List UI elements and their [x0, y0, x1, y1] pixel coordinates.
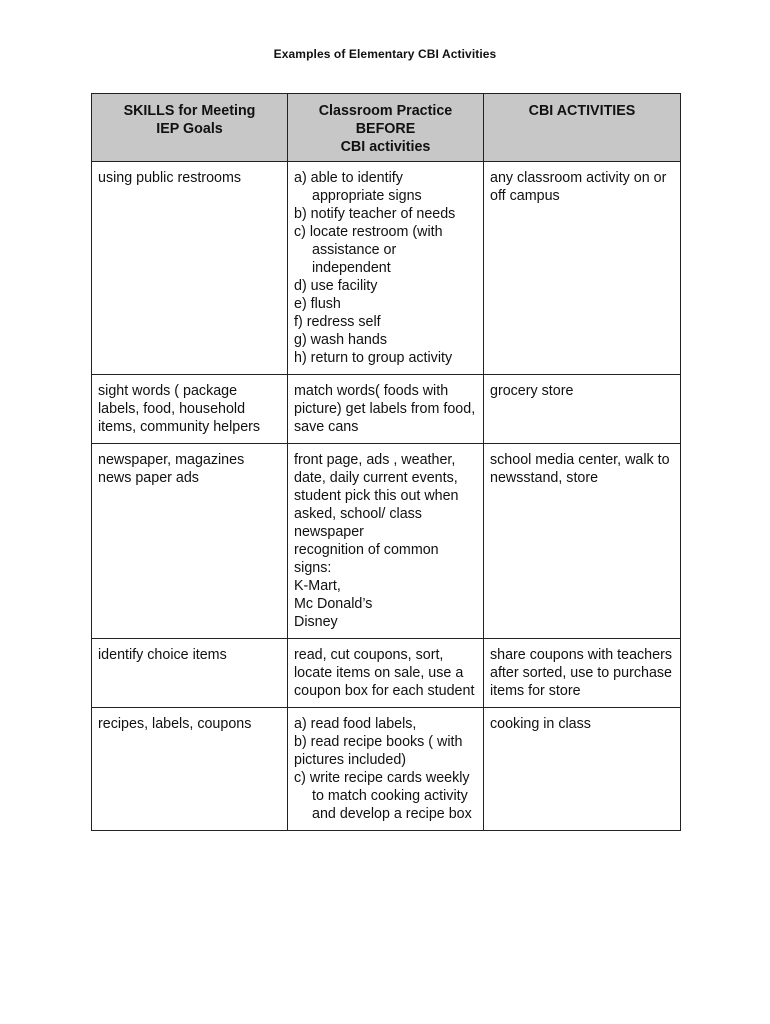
table-row: [92, 708, 681, 831]
cell-text: K-Mart,: [294, 578, 341, 594]
header-cbi-activities: [484, 94, 681, 162]
header-text: CBI activities: [340, 139, 431, 155]
skill-cell: [92, 708, 288, 831]
skill-cell: [92, 444, 288, 639]
list-item: c) locate restroom (with assistance or independent: [294, 224, 443, 276]
practice-cell: [288, 162, 484, 375]
cell-text: identify choice items: [98, 647, 227, 663]
table-header-row: [92, 94, 681, 162]
cell-text: news paper ads: [98, 470, 199, 486]
cell-text: cooking in class: [490, 716, 591, 732]
table-row: [92, 162, 681, 375]
activities-cell: [484, 375, 681, 444]
list-item: d) use facility: [294, 278, 378, 294]
practice-cell: [288, 444, 484, 639]
document-title: Examples of Elementary CBI Activities: [273, 47, 497, 61]
list-item: b) notify teacher of needs: [294, 206, 456, 222]
practice-cell: [288, 708, 484, 831]
cell-text: grocery store: [490, 383, 574, 399]
cell-text: match words( foods with picture) get labels from food, save cans: [294, 383, 476, 435]
skill-cell: [92, 162, 288, 375]
table-row: [92, 444, 681, 639]
skill-cell: [92, 639, 288, 708]
cbi-activities-table: [91, 93, 681, 831]
list-item: a) read food labels,: [294, 716, 417, 732]
header-text: IEP Goals: [156, 121, 223, 137]
list-item: c) write recipe cards weekly to match cooking activity and develop a recipe box: [294, 770, 472, 822]
list-item: b) read recipe books ( with pictures included): [294, 734, 463, 768]
activities-cell: [484, 639, 681, 708]
header-text: CBI ACTIVITIES: [528, 103, 636, 119]
cell-text: using public restrooms: [98, 170, 242, 186]
header-text: BEFORE: [355, 121, 416, 137]
cell-text: any classroom activity on or off campus: [490, 170, 667, 204]
header-skills: [92, 94, 288, 162]
cell-text: Mc Donald’s: [294, 596, 373, 612]
header-text: Classroom Practice: [318, 103, 453, 119]
activities-cell: [484, 708, 681, 831]
cell-text: front page, ads , weather, date, daily current events, student pick this out when asked, school/ class newspaper: [294, 452, 459, 540]
cell-text: recipes, labels, coupons: [98, 716, 252, 732]
skill-cell: [92, 375, 288, 444]
list-item: a) able to identify appropriate signs: [294, 170, 422, 204]
list-item: f) redress self: [294, 314, 381, 330]
cell-text: Disney: [294, 614, 338, 630]
cell-text: recognition of common signs:: [294, 542, 439, 576]
list-item: g) wash hands: [294, 332, 387, 348]
cell-text: sight words ( package labels, food, household items, community helpers: [98, 383, 261, 435]
table-row: [92, 375, 681, 444]
activities-cell: [484, 444, 681, 639]
cell-text: read, cut coupons, sort, locate items on sale, use a coupon box for each student: [294, 647, 475, 699]
cell-text: share coupons with teachers after sorted, use to purchase items for store: [490, 647, 672, 699]
header-text: SKILLS for Meeting: [123, 103, 256, 119]
header-classroom-practice: [288, 94, 484, 162]
table-row: [92, 639, 681, 708]
list-item: h) return to group activity: [294, 350, 453, 366]
cell-text: school media center, walk to newsstand, store: [490, 452, 670, 486]
practice-cell: [288, 375, 484, 444]
activities-cell: [484, 162, 681, 375]
practice-cell: [288, 639, 484, 708]
cell-text: newspaper, magazines: [98, 452, 245, 468]
list-item: e) flush: [294, 296, 341, 312]
